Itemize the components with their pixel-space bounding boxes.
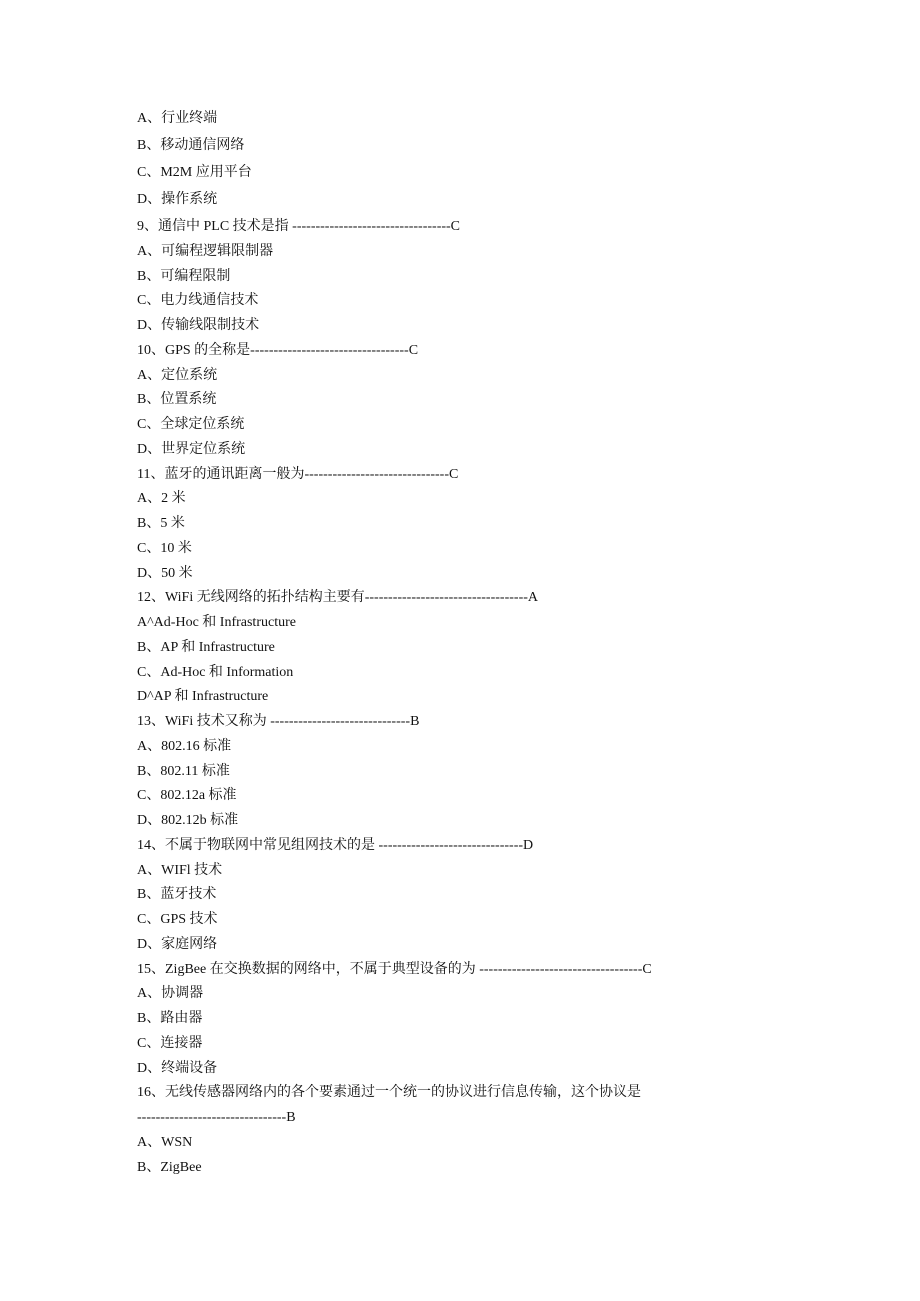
document-line: B、ZigBee [137,1159,202,1175]
document-line: A、2 米 [137,491,186,507]
document-line: D、终端设备 [137,1060,218,1076]
document-line: D^AP 和 Infrastructure [137,689,269,705]
document-line: A、可编程逻辑限制器 [137,243,274,259]
document-line: D、家庭网络 [137,936,218,952]
document-line: C、M2M 应用平台 [137,165,252,180]
document-line: A、定位系统 [137,367,218,383]
document-line: C、Ad-Hoc 和 Information [137,664,294,680]
document-line: D、操作系统 [137,192,218,207]
document-line: D、802.12b 标准 [137,813,239,828]
document-line: B、移动通信网络 [137,138,245,153]
document-line: 16、无线传感器网络内的各个要素通过一个统一的协议进行信息传输，这个协议是 [137,1085,641,1101]
document-line: D、50 米 [137,565,193,581]
document-line: --------------------------------B [137,1110,296,1125]
document-line: B、蓝牙技术 [137,887,217,903]
document-line: C、全球定位系统 [137,417,245,432]
document-line: B、位置系统 [137,392,217,408]
document-line: 9、通信中 PLC 技术是指 ----------------------------------C [137,219,461,234]
document-line: 14、不属于物联网中常见组网技术的是 -------------------------------D [137,837,534,853]
document-line: 10、GPS 的全称是----------------------------------C [137,342,419,358]
document-line: A、WIFl 技术 [137,862,223,878]
document-line: C、连接器 [137,1035,203,1051]
document-line: C、10 米 [137,540,192,556]
document-line: 13、WiFi 技术又称为 ------------------------------B [137,714,420,729]
document-line: 15、ZigBee 在交换数据的网络中，不属于典型设备的为 -----------------------------------C [137,961,652,977]
document-line: A、802.16 标准 [137,738,232,754]
document-line: D、世界定位系统 [137,441,246,457]
document-page [137,109,652,1182]
document-line: C、802.12a 标准 [137,788,237,804]
document-line: A^Ad-Hoc 和 Infrastructure [137,615,296,630]
document-line: C、GPS 技术 [137,912,218,927]
document-line: B、路由器 [137,1011,203,1026]
document-line: 12、WiFi 无线网络的拓扑结构主要有-----------------------------------A [137,590,539,606]
document-line: B、802.11 标准 [137,763,230,779]
document-line: C、电力线通信技术 [137,293,259,309]
document-line: A、协调器 [137,986,204,1002]
document-line: B、可编程限制 [137,268,231,284]
document-line: 11、蓝牙的通讯距离一般为-------------------------------C [137,466,459,482]
document-line: A、WSN [137,1134,193,1150]
document-line: D、传输线限制技术 [137,318,260,333]
document-line: A、行业终端 [137,111,218,126]
document-line: B、AP 和 Infrastructure [137,639,275,655]
document-line: B、5 米 [137,516,185,531]
